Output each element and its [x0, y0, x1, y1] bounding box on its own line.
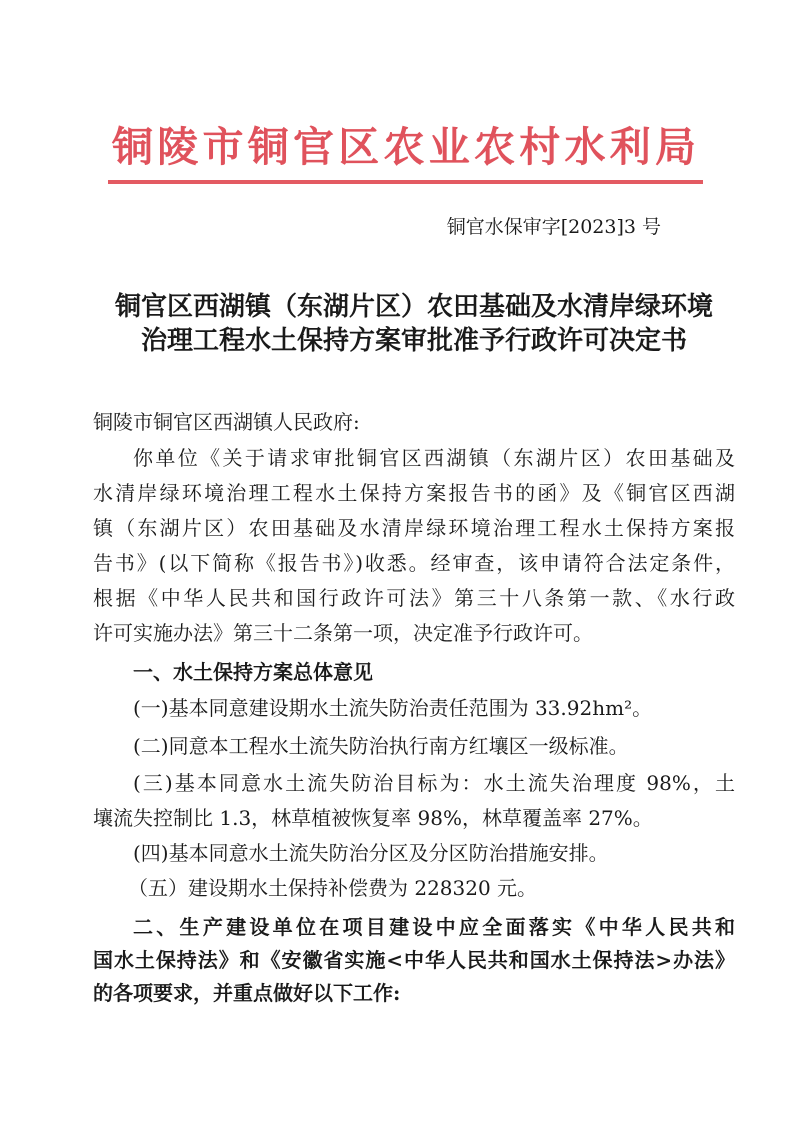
section-1-heading: 一、水土保持方案总体意见 — [133, 660, 373, 684]
section-2-line: 的各项要求，并重点做好以下工作: — [93, 981, 401, 1005]
intro-line: 告书》(以下简称《报告书》)收悉。经审查，该申请符合法定条件， — [93, 551, 735, 575]
addressee: 铜陵市铜官区西湖镇人民政府: — [93, 410, 360, 434]
section-1-item: (二)同意本工程水土流失防治执行南方红壤区一级标准。 — [133, 734, 629, 758]
intro-line: 许可实施办法》第三十二条第一项，决定准予行政许可。 — [93, 621, 593, 645]
intro-line: 镇（东湖片区）农田基础及水清岸绿环境治理工程水土保持方案报 — [93, 516, 735, 540]
section-1-item: (三)基本同意水土流失防治目标为：水土流失治理度 98%，土 — [133, 771, 735, 795]
section-1-item: (一)基本同意建设期水土流失防治责任范围为 33.92hm²。 — [133, 696, 653, 720]
document-title-line-1: 铜官区西湖镇（东湖片区）农田基础及水清岸绿环境 — [114, 292, 713, 322]
intro-line: 水清岸绿环境治理工程水土保持方案报告书的函》及《铜官区西湖 — [93, 481, 735, 505]
document-title-line-2: 治理工程水土保持方案审批准予行政许可决定书 — [140, 326, 687, 356]
intro-line: 根据《中华人民共和国行政许可法》第三十八条第一款、《水行政 — [93, 586, 735, 610]
red-header-divider — [108, 180, 703, 184]
section-1-item: (四)基本同意水土流失防治分区及分区防治措施安排。 — [133, 841, 609, 865]
section-2-line: 二、生产建设单位在项目建设中应全面落实《中华人民共和 — [133, 915, 735, 939]
issuing-organization-header: 铜陵市铜官区农业农村水利局 — [112, 123, 697, 171]
intro-line: 你单位《关于请求审批铜官区西湖镇（东湖片区）农田基础及 — [133, 446, 735, 470]
document-number: 铜官水保审字[2023]3 号 — [446, 216, 661, 238]
section-2-line: 国水土保持法》和《安徽省实施<中华人民共和国水土保持法>办法》 — [93, 948, 735, 972]
section-1-item: （五）建设期水土保持补偿费为 228320 元。 — [128, 876, 538, 900]
section-1-item: 壤流失控制比 1.3，林草植被恢复率 98%，林草覆盖率 27%。 — [93, 806, 653, 830]
